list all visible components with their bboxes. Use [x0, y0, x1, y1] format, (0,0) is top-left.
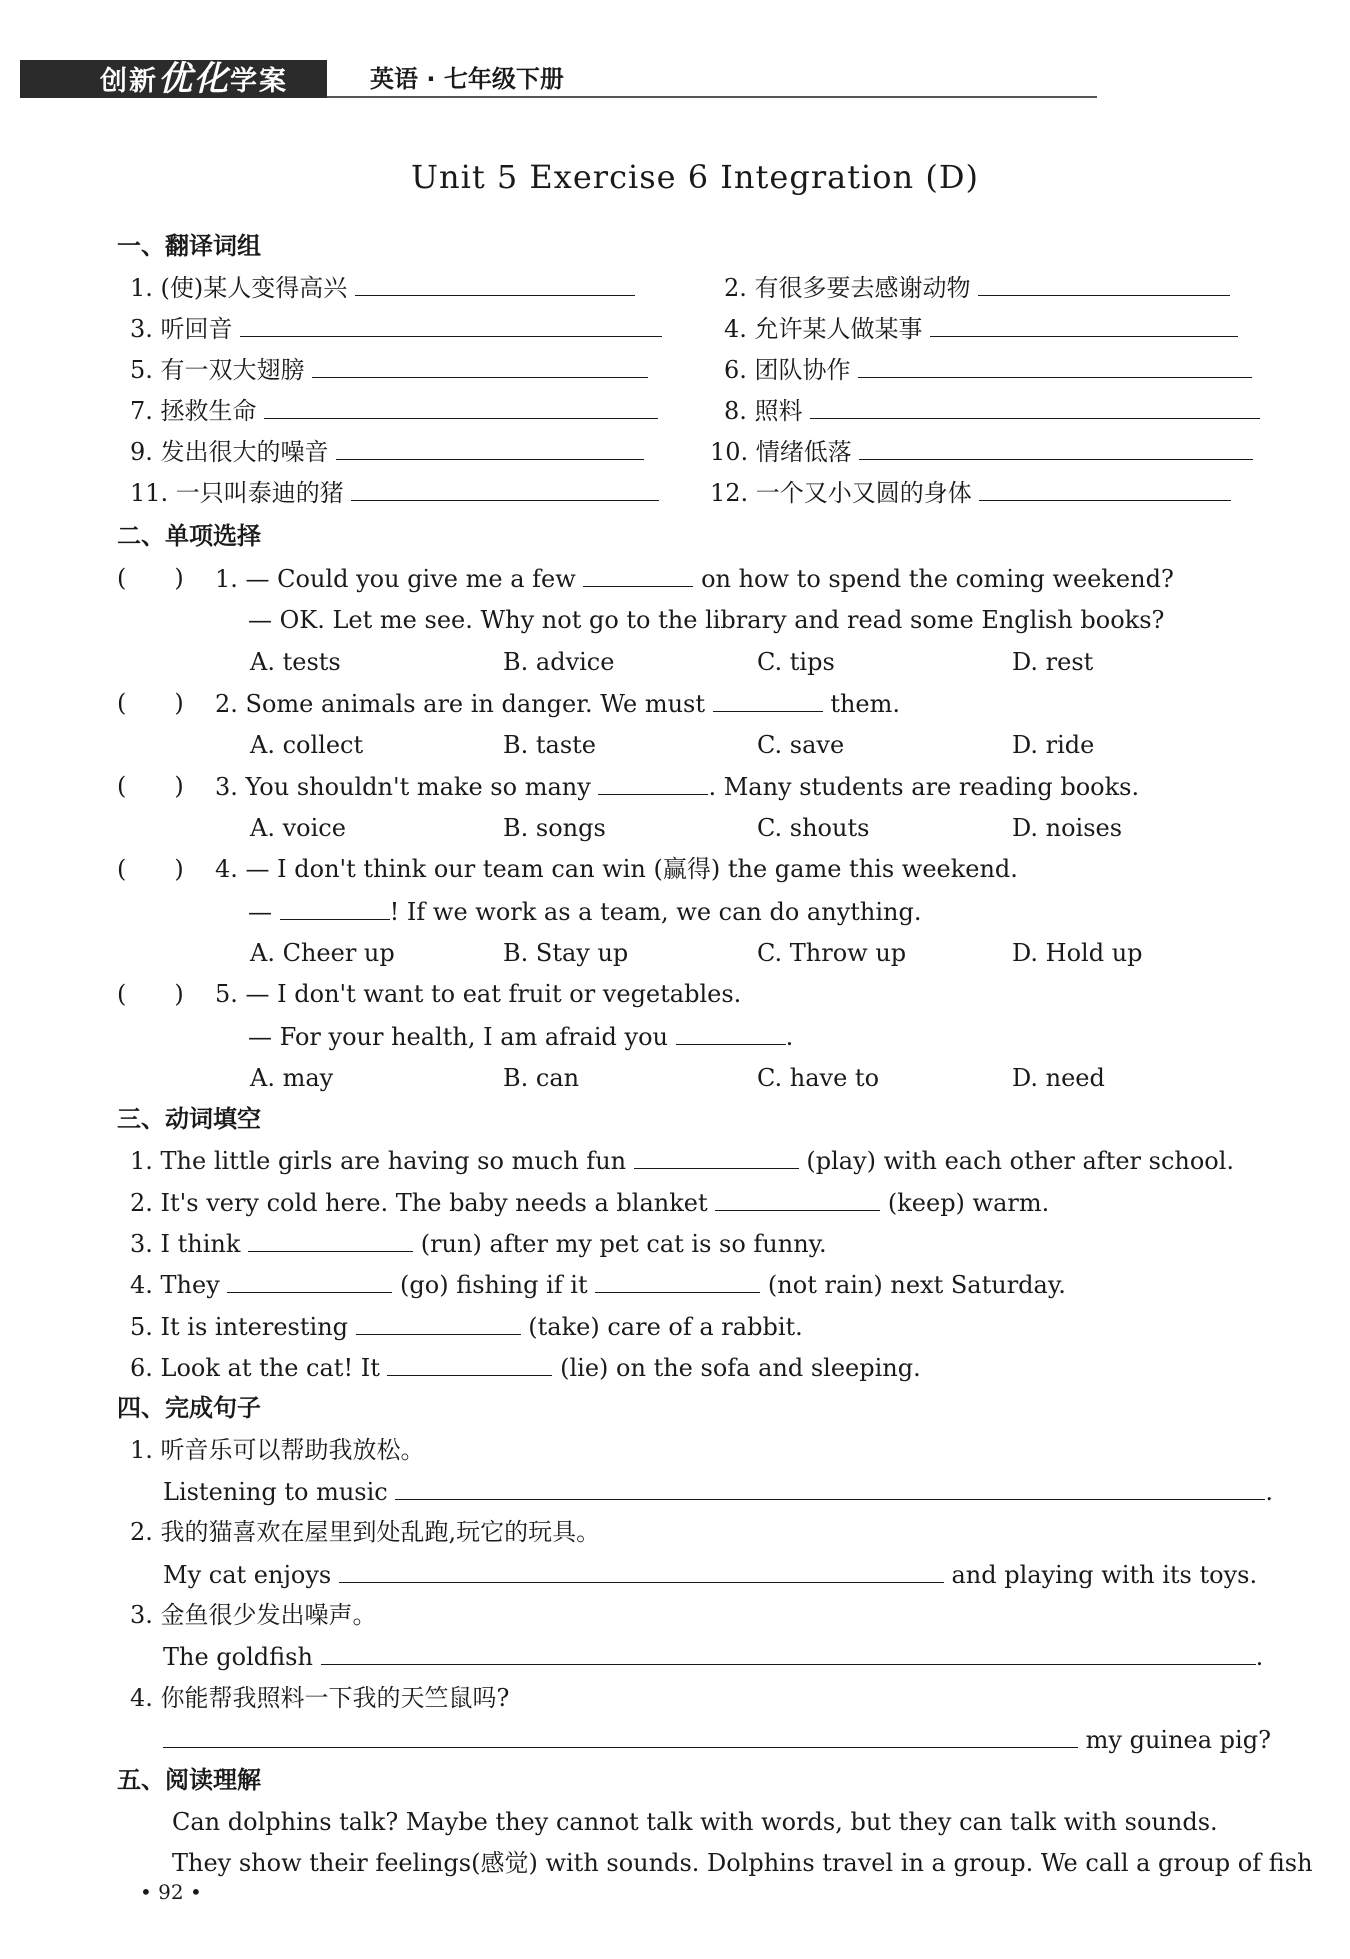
- q5-stem: — For your health, I am afraid you: [248, 1023, 668, 1051]
- q4-option-d[interactable]: D. Hold up: [1012, 939, 1143, 967]
- q1-stem-end: on how to spend the coming weekend?: [701, 565, 1174, 593]
- s1-item-3: [130, 308, 662, 348]
- blank[interactable]: [595, 1264, 760, 1293]
- s3-2-post: (keep) warm.: [887, 1189, 1050, 1217]
- blank[interactable]: [387, 1347, 552, 1376]
- s1-item-2-text: 2. 有很多要去感谢动物: [724, 274, 971, 302]
- page-number: • 92 •: [140, 1880, 202, 1904]
- brand-text-1: 创新: [100, 66, 158, 97]
- q2-stem: 2. Some animals are in danger. We must: [215, 690, 706, 718]
- blank[interactable]: [713, 683, 823, 712]
- blank[interactable]: [598, 766, 708, 795]
- s3-4-mid: (go) fishing if it: [400, 1271, 588, 1299]
- answer-paren-4[interactable]: ( ): [117, 855, 184, 883]
- q5-option-d[interactable]: D. need: [1012, 1064, 1105, 1092]
- answer-line[interactable]: [339, 1554, 944, 1583]
- answer-paren-3[interactable]: ( ): [117, 772, 184, 800]
- q2-stem-end: them.: [830, 690, 901, 718]
- answer-line[interactable]: [336, 431, 644, 460]
- s4-q2: 2. 我的猫喜欢在屋里到处乱跑,玩它的玩具。: [130, 1518, 601, 1546]
- q5-option-c[interactable]: C. have to: [757, 1064, 880, 1092]
- section-1-heading: 一、翻译词组: [117, 232, 261, 260]
- q1-option-a[interactable]: A. tests: [250, 648, 341, 676]
- s3-5-pre: 5. It is interesting: [130, 1313, 349, 1341]
- q5-option-b[interactable]: B. can: [503, 1064, 580, 1092]
- answer-line[interactable]: [321, 1636, 1256, 1665]
- page-title: Unit 5 Exercise 6 Integration (D): [411, 158, 979, 196]
- s1-item-3-text: 3. 听回音: [130, 315, 233, 343]
- header-rule: [327, 96, 1097, 98]
- section-3-heading: 三、动词填空: [117, 1105, 261, 1133]
- answer-line[interactable]: [395, 1471, 1265, 1500]
- s1-item-5-text: 5. 有一双大翅膀: [130, 356, 305, 384]
- blank[interactable]: [248, 1223, 413, 1252]
- s3-6-pre: 6. Look at the cat! It: [130, 1354, 380, 1382]
- q1-stem: 1. — Could you give me a few: [215, 565, 576, 593]
- s1-item-10-text: 10. 情绪低落: [710, 438, 852, 466]
- brand-logo: [20, 60, 327, 98]
- s1-item-11: [130, 472, 659, 512]
- blank[interactable]: [634, 1140, 799, 1169]
- s4-q3: 3. 金鱼很少发出噪声。: [130, 1601, 377, 1629]
- s4-a2-post: and playing with its toys.: [951, 1561, 1258, 1589]
- brand-text-3: 学案: [230, 66, 288, 97]
- s1-item-11-text: 11. 一只叫泰迪的猪: [130, 479, 344, 507]
- s3-item-4: [130, 1264, 1066, 1304]
- s3-1-pre: 1. The little girls are having so much fun: [130, 1147, 627, 1175]
- s4-a4-post: my guinea pig?: [1085, 1726, 1271, 1754]
- s1-item-9-text: 9. 发出很大的噪音: [130, 438, 329, 466]
- section-2-heading: 二、单项选择: [117, 522, 261, 550]
- s3-item-3: [130, 1223, 827, 1263]
- blank[interactable]: [356, 1306, 521, 1335]
- s1-item-7: [130, 390, 658, 430]
- q2-option-d[interactable]: D. ride: [1012, 731, 1095, 759]
- s3-1-post: (play) with each other after school.: [806, 1147, 1235, 1175]
- s1-item-6: [724, 349, 1252, 389]
- q5-stem-end: .: [785, 1023, 794, 1051]
- s1-item-4-text: 4. 允许某人做某事: [724, 315, 923, 343]
- blank[interactable]: [676, 1016, 786, 1045]
- q3-stem-end: . Many students are reading books.: [708, 773, 1140, 801]
- page-header: [20, 60, 1100, 100]
- reading-para-2: They show their feelings(感觉) with sounds. Dolphins travel in a group. We call a group of fish: [172, 1849, 1313, 1877]
- s1-item-8: [724, 390, 1260, 430]
- s4-q1: 1. 听音乐可以帮助我放松。: [130, 1436, 425, 1464]
- answer-line[interactable]: [240, 308, 662, 337]
- blank[interactable]: [227, 1264, 392, 1293]
- s2-q1-line2: — OK. Let me see. Why not go to the library and read some English books?: [248, 606, 1165, 634]
- s2-q5-line1: 5. — I don't want to eat fruit or vegetables.: [215, 980, 742, 1008]
- answer-paren-1[interactable]: ( ): [117, 564, 184, 592]
- s1-item-4: [724, 308, 1238, 348]
- s3-5-post: (take) care of a rabbit.: [528, 1313, 803, 1341]
- subject-title: 英语 · 七年级下册: [370, 65, 564, 93]
- answer-line[interactable]: [930, 308, 1238, 337]
- s1-item-10: [710, 431, 1253, 471]
- answer-line[interactable]: [979, 472, 1231, 501]
- q3-stem: 3. You shouldn't make so many: [215, 773, 591, 801]
- q2-option-a[interactable]: A. collect: [250, 731, 364, 759]
- answer-paren-5[interactable]: ( ): [117, 980, 184, 1008]
- section-5-heading: 五、阅读理解: [117, 1766, 261, 1794]
- s3-3-pre: 3. I think: [130, 1230, 241, 1258]
- s4-a3: [163, 1636, 1263, 1676]
- s3-item-2: [130, 1182, 1049, 1222]
- q5-option-a[interactable]: A. may: [250, 1064, 334, 1092]
- answer-line[interactable]: [858, 349, 1252, 378]
- s1-item-7-text: 7. 拯救生命: [130, 397, 257, 425]
- s4-a2-lead: My cat enjoys: [163, 1561, 332, 1589]
- q4-option-b[interactable]: B. Stay up: [503, 939, 629, 967]
- s4-a3-lead: The goldfish: [163, 1643, 313, 1671]
- q3-option-b[interactable]: B. songs: [503, 814, 606, 842]
- s1-item-1-text: 1. (使)某人变得高兴: [130, 274, 348, 302]
- s2-q2-line1: [215, 683, 900, 723]
- s4-a4: [163, 1719, 1271, 1759]
- answer-line[interactable]: [355, 267, 635, 296]
- q3-option-d[interactable]: D. noises: [1012, 814, 1123, 842]
- s2-q4-line2: [248, 891, 921, 931]
- s1-item-1: [130, 267, 635, 307]
- s4-q4: 4. 你能帮我照料一下我的天竺鼠吗?: [130, 1684, 510, 1712]
- s3-6-post: (lie) on the sofa and sleeping.: [560, 1354, 921, 1382]
- s3-4-pre: 4. They: [130, 1271, 220, 1299]
- q4-option-c[interactable]: C. Throw up: [757, 939, 907, 967]
- q1-option-d[interactable]: D. rest: [1012, 648, 1094, 676]
- s3-item-6: [130, 1347, 921, 1387]
- s1-item-2: [724, 267, 1230, 307]
- s3-item-1: [130, 1140, 1234, 1180]
- section-4-heading: 四、完成句子: [117, 1394, 261, 1422]
- s1-item-12-text: 12. 一个又小又圆的身体: [710, 479, 972, 507]
- answer-line[interactable]: [859, 431, 1253, 460]
- answer-line[interactable]: [810, 390, 1260, 419]
- s1-item-6-text: 6. 团队协作: [724, 356, 851, 384]
- q1-option-b[interactable]: B. advice: [503, 648, 615, 676]
- answer-line[interactable]: [978, 267, 1230, 296]
- s4-a1-end: .: [1265, 1478, 1274, 1506]
- s1-item-5: [130, 349, 648, 389]
- q3-option-c[interactable]: C. shouts: [757, 814, 870, 842]
- answer-line[interactable]: [264, 390, 658, 419]
- blank[interactable]: [715, 1182, 880, 1211]
- s3-4-post: (not rain) next Saturday.: [767, 1271, 1066, 1299]
- q4-dash: —: [248, 898, 272, 926]
- q4-option-a[interactable]: A. Cheer up: [250, 939, 395, 967]
- s3-2-pre: 2. It's very cold here. The baby needs a blanket: [130, 1189, 708, 1217]
- answer-line[interactable]: [351, 472, 659, 501]
- answer-paren-2[interactable]: ( ): [117, 689, 184, 717]
- brand-text-2: 优化: [158, 59, 230, 99]
- answer-line[interactable]: [312, 349, 648, 378]
- q3-option-a[interactable]: A. voice: [250, 814, 346, 842]
- s4-a3-end: .: [1255, 1643, 1264, 1671]
- s4-a1-lead: Listening to music: [163, 1478, 388, 1506]
- s2-q5-line2: [248, 1016, 793, 1056]
- q4-stem-end: ! If we work as a team, we can do anything.: [389, 898, 922, 926]
- q2-option-b[interactable]: B. taste: [503, 731, 597, 759]
- s4-a2: [163, 1554, 1257, 1594]
- q1-option-c[interactable]: C. tips: [757, 648, 835, 676]
- answer-line[interactable]: [163, 1719, 1078, 1748]
- s1-item-12: [710, 472, 1231, 512]
- blank[interactable]: [280, 891, 390, 920]
- s1-item-9: [130, 431, 644, 471]
- reading-para-1: Can dolphins talk? Maybe they cannot talk with words, but they can talk with sounds.: [172, 1808, 1218, 1836]
- s3-3-post: (run) after my pet cat is so funny.: [420, 1230, 827, 1258]
- s2-q1-line1: [215, 558, 1174, 598]
- s2-q4-line1: 4. — I don't think our team can win (赢得) the game this weekend.: [215, 855, 1018, 883]
- s4-a1: [163, 1471, 1273, 1511]
- s2-q3-line1: [215, 766, 1139, 806]
- blank[interactable]: [583, 558, 693, 587]
- s3-item-5: [130, 1306, 803, 1346]
- q2-option-c[interactable]: C. save: [757, 731, 845, 759]
- s1-item-8-text: 8. 照料: [724, 397, 803, 425]
